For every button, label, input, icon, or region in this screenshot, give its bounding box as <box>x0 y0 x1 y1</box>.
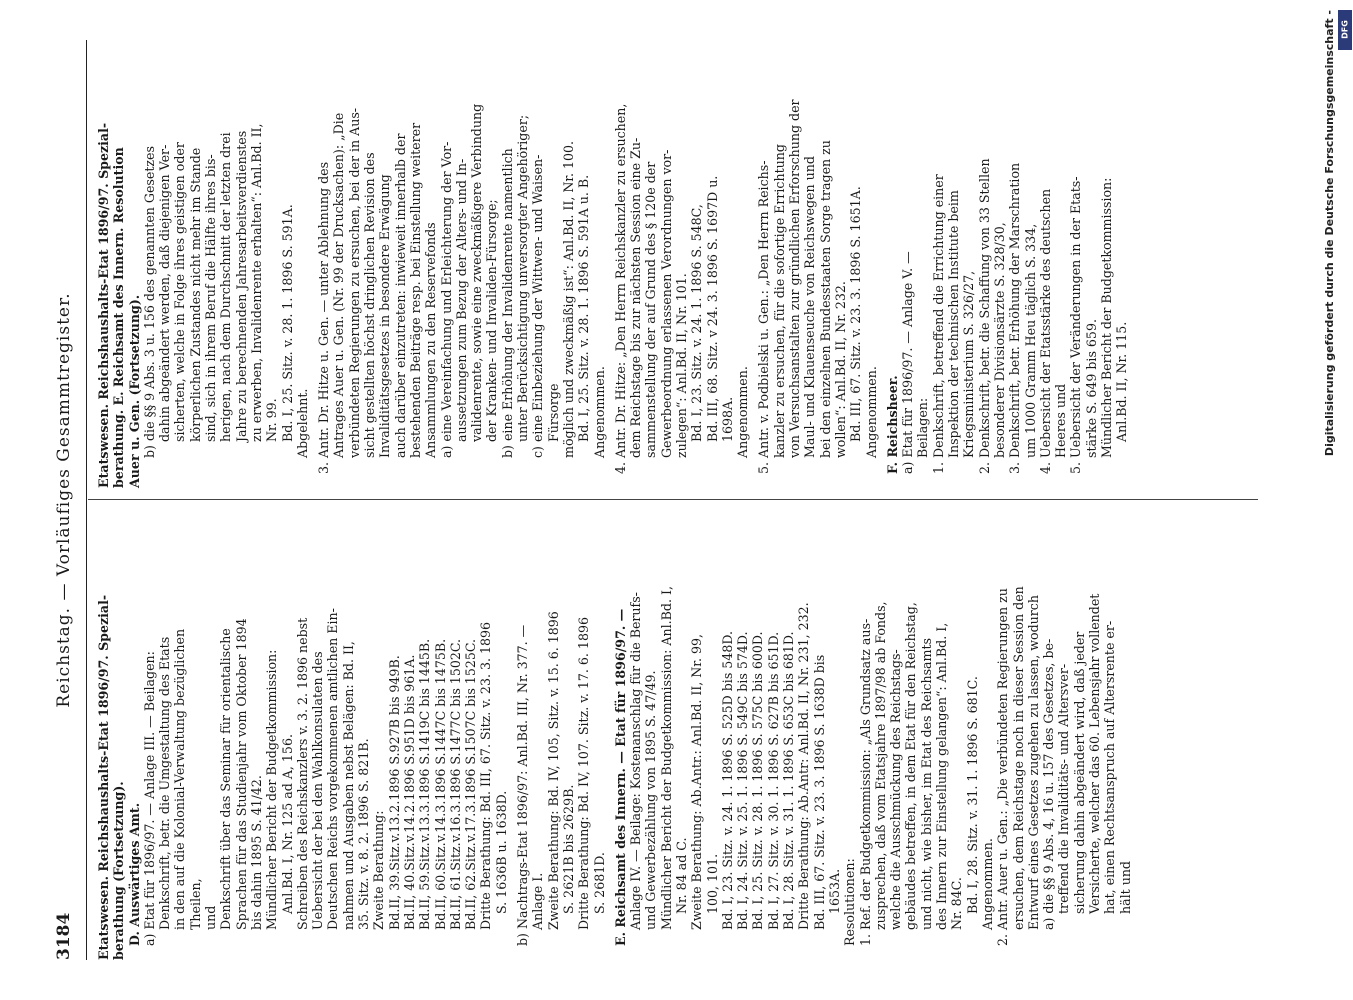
text-line: Bd. III, 67. Sitz. v. 23. 3. 1896 S. 1651A. <box>848 186 864 442</box>
text-line: Bd.II, 39.Sitz.v.13.2.1896 S.927B bis 949B. <box>386 655 402 930</box>
text-line: Fürsorge <box>545 383 561 442</box>
right-column <box>96 36 1130 488</box>
text-line: Nr. 84C. <box>949 877 965 930</box>
text-line: auch darüber einzutreten: inwieweit innerhalb der <box>392 133 408 458</box>
text-line: stärke S. 649 bis 659. <box>1083 319 1099 458</box>
text-line: Bd. I, 28. Sitz. v. 31. 1. 1896 S. 653C bis 681D. <box>781 631 797 930</box>
text-line: 100, 101. <box>704 853 720 914</box>
text-line: 4. Uebersicht der Etatsstärke des deutschen <box>1037 188 1053 474</box>
text-line: Entwurf eines Gesetzes zugehen zu lassen, wodurch <box>1025 595 1041 930</box>
text-line: Invaliditätsgesetzes in besondere Erwägung <box>377 174 393 458</box>
text-line: Bd. I, 23. Sitz. v. 24. 1. 1896 S. 548C, <box>689 204 705 442</box>
text-line: 3. Denkschrift, betr. Erhöhung der Marschration <box>1007 162 1023 474</box>
text-line: Kriegsministerium S. 326/27, <box>961 270 977 458</box>
text-line: Anlage IV. — Beilage: Kostenanschlag für die Berufs- <box>628 592 644 930</box>
text-line: Uebersicht der bei den Wahlkonsulaten des <box>310 651 326 930</box>
text-line: Abgelehnt. <box>294 388 310 458</box>
text-line: 1. Denkschrift, betreffend die Errichtung einer <box>930 174 946 474</box>
text-line: Beilagen: <box>915 397 931 458</box>
text-line: Schreiben des Reichskanzlers v. 3. 2. 1896 nebst <box>294 617 310 930</box>
text-line: b) eine Erhöhung der Invalidenrente namentlich <box>499 148 515 458</box>
text-line: Anl.Bd. II, Nr. 115. <box>1114 321 1130 442</box>
text-line: berathung (Fortsetzung). <box>111 781 127 960</box>
text-line: S. 2621B bis 2629B. <box>560 784 576 914</box>
text-line: kanzler zu ersuchen, für die sofortige Errichtung <box>771 144 787 458</box>
text-line: 4. Antr. Dr. Hitze: „Den Herrn Reichskanzler zu ersuchen, <box>612 103 628 474</box>
text-line: D. Auswärtiges Amt. <box>126 802 142 946</box>
text-line: treffend die Invaliditäts- und Altersver- <box>1056 663 1072 914</box>
text-line: wollen“: Anl.Bd. II, Nr. 232. <box>832 281 848 458</box>
page-title: Reichstag. — Vorläufiges Gesammtregister. <box>54 292 74 708</box>
text-line: Anl.Bd. I, Nr. 125 ad A, 156. <box>279 734 295 914</box>
left-column <box>96 508 1133 960</box>
text-line: zu erwerben, Invalidenrente erhalten“: Anl.Bd. II, <box>248 123 264 442</box>
text-line: Bd.II, 40.Sitz.v.14.2.1896 S.951D bis 961A. <box>401 654 417 930</box>
text-line: S. 2681D. <box>591 852 607 914</box>
text-line: in den auf die Kolonial-Verwaltung bezüglichen <box>172 628 188 930</box>
text-line: Bd. I, 24. Sitz. v. 25. 1. 1896 S. 549C bis 574D. <box>735 631 751 930</box>
text-line: Gewerbeordnung erlassenen Verordnungen vor- <box>658 149 674 458</box>
text-line: Bd. I, 23. Sitz. v. 24. 1. 1896 S. 525D bis 548D. <box>719 631 735 930</box>
text-line: Mündlicher Bericht der Budgetkommission: <box>264 649 280 930</box>
text-line: Angenommen. <box>591 366 607 458</box>
text-line: Dritte Berathung: Bd. IV, 107. Sitz. v. 17. 6. 1896 <box>576 617 592 930</box>
funding-note <box>1309 10 1349 990</box>
text-line: und Gewerbezählung von 1895 S. 47/49. <box>643 670 659 930</box>
text-line: Bd.II, 59.Sitz.v.13.3.1896 S.1419C bis 1445B. <box>417 638 433 930</box>
text-line: Etatswesen. Reichshaushalts-Etat 1896/97. Spezial- <box>96 122 111 488</box>
text-line: 3. Antr. Dr. Hitze u. Gen. — unter Ablehnung des <box>316 161 332 474</box>
dfg-logo <box>1338 10 1352 50</box>
text-line: 5. Uebersicht der Veränderungen in der Etats- <box>1068 176 1084 474</box>
text-line: Bd. I, 25. Sitz. v. 28. 1. 1896 S. 575C bis 600D. <box>750 631 766 930</box>
text-line: E. Reichsamt des Innern. — Etat für 1896/97. — <box>612 608 628 946</box>
text-line: Jahre zu berechnenden Jahresarbeitsverdienstes <box>233 130 249 442</box>
page-header <box>50 40 80 960</box>
text-line: Ansammlungen zu den Reservefonds <box>423 222 439 458</box>
text-line: Deutschen Reichs vorgekommenen amtlichen Ein- <box>325 608 341 930</box>
text-line: bis dahin 1895 S. 41/42. <box>248 775 264 930</box>
text-line: Bd. III, 68. Sitz. v 24. 3. 1896 S. 1697D u. <box>704 175 720 442</box>
text-line: Mündlicher Bericht der Budgetkommission: <box>1099 177 1114 458</box>
text-line: herigen, nach dem Durchschnitt der letzten drei <box>218 132 234 442</box>
text-line: von Versuchsanstalten zur gründlichen Erforschung der <box>787 99 803 458</box>
text-line: 1. Ref. der Budgetkommission: „Als Grundsatz aus- <box>857 618 873 946</box>
text-line: Antrages Auer u. Gen. (Nr. 99 der Drucksachen): „Die <box>331 112 347 458</box>
text-line: Bd. I, 28. Sitz. v. 31. 1. 1896 S. 681C. <box>964 676 980 914</box>
text-line: a) eine Vereinfachung und Erleichterung der Vor- <box>438 141 454 458</box>
text-line: Theilen, <box>187 878 203 930</box>
text-line: Inspektion der technischen Institute beim <box>946 190 962 458</box>
text-line: Mündlicher Bericht der Budgetkommission: Anl.Bd. I, <box>658 586 674 930</box>
text-line: besonderer Divisionsärzte S. 328/30, <box>991 222 1007 458</box>
text-line: nahmen und Ausgaben nebst Belägen: Bd. II, <box>340 641 356 930</box>
text-line: Anlage I. <box>530 872 546 930</box>
text-line: Angenommen. <box>735 366 751 458</box>
text-line: sicherung dahin abgeändert wird, daß jeder <box>1071 631 1087 914</box>
text-line: Bd.II, 60.Sitz.v.14.3.1896 S.1447C bis 1475B. <box>432 638 448 930</box>
text-line: c) eine Einbeziehung der Wittwen- und Waisen- <box>530 154 546 458</box>
text-line: validenrente, sowie eine zweckmäßigere Verbindung <box>469 103 485 442</box>
text-line: zulegen“: Anl.Bd. II, Nr. 101. <box>673 273 689 458</box>
text-line: hat, einen Rechtsanspruch auf Altersrente er- <box>1102 620 1118 914</box>
text-line: sicht gestellten höchst dringlichen Revision des <box>362 152 378 458</box>
text-line: der Kranken- und Invaliden-Fürsorge; <box>484 199 500 442</box>
text-line: F. Reichsheer. <box>884 375 900 474</box>
text-line: möglich und zweckmäßig ist“: Anl.Bd. II, Nr. 100. <box>560 140 576 458</box>
text-line: Dritte Berathung: Bd. III, 67. Sitz. v. 23. 3. 1896 <box>478 621 494 930</box>
text-line: Bd.II, 62.Sitz.v.17.3.1896 S.1507C bis 1525C. <box>463 638 479 930</box>
text-line: Versicherte, welcher das 60. Lebensjahr vollendet <box>1087 593 1102 914</box>
text-line: dahin abgeändert werden, daß diejenigen Ver- <box>157 144 173 442</box>
text-line: Denkschrift, betr. die Umgestaltung des Etats <box>157 636 173 930</box>
text-line: Bd.II, 61.Sitz.v.16.3.1896 S.1477C bis 1502C. <box>447 638 463 930</box>
text-line: Resolutionen: <box>842 858 858 946</box>
text-line: Maul- und Klauenseuche von Reichswegen und <box>802 156 818 458</box>
page-number: 3184 <box>54 912 74 960</box>
text-line: b) Nachtrags-Etat 1896/97: Anl.Bd. III, Nr. 377. — <box>515 624 531 946</box>
text-line: bestehenden Beiträge resp. bei Einstellung weiterer <box>407 122 423 458</box>
text-line: und nicht, wie bisher, im Etat des Reichsamts <box>918 637 934 930</box>
text-line: Bd. III, 67. Sitz. v. 23. 3. 1896 S. 1638D bis <box>811 654 827 930</box>
text-line: 5. Antr. v. Podbielski u. Gen.: „Den Herrn Reichs- <box>756 160 772 474</box>
text-line: ersuchen, dem Reichstage noch in dieser Session den <box>1010 586 1026 930</box>
text-line: sammenstellung der auf Grund des § 120e der <box>643 161 659 458</box>
column-divider <box>88 499 1258 500</box>
text-line: Etatswesen. Reichshaushalts-Etat 1896/97. Spezial- <box>96 594 111 960</box>
text-line: Angenommen. <box>863 366 879 458</box>
text-line: 1653A. <box>826 868 842 914</box>
text-line: um 1000 Gramm Heu täglich S. 334, <box>1022 223 1038 458</box>
text-line: berathung. E. Reichsamt des Innern. Resolution <box>111 147 127 488</box>
header-rule <box>86 40 87 960</box>
text-line: Nr. 84 ad C. <box>673 837 689 914</box>
text-line: bei den einzelnen Bundesstaaten Sorge tragen zu <box>817 140 833 458</box>
text-line: Zweite Berathung: Bd. IV, 105, Sitz. v. 15. 6. 1896 <box>545 611 561 930</box>
text-line: S. 1636B u. 1638D. <box>493 790 509 914</box>
text-line: verbündeten Regierungen zu ersuchen, bei der in Aus- <box>346 107 362 458</box>
text-line: des Innern zur Einstellung gelangen“: Anl.Bd. I, <box>934 622 950 930</box>
text-line: Sprachen für das Studienjahr vom Oktober 1894 <box>233 618 249 930</box>
text-line: sind, sich in ihrem Beruf die Hälfte ihres bis- <box>203 154 219 442</box>
text-line: 35. Sitz. v. 8. 2. 1896 S. 821B. <box>356 738 372 930</box>
text-line: welche die Ausschmückung des Reichstags- <box>888 649 904 930</box>
text-line: Dritte Berathung: Ab.Antr: Anl.Bd. II, Nr. 231, 232. <box>796 602 812 930</box>
text-line: 2. Denkschrift, betr. die Schaffung von 33 Stellen <box>976 158 992 474</box>
dfg-logo-text: DFG <box>1340 20 1350 39</box>
text-line: b) die §§ 9 Abs. 3 u. 156 des genannten Gesetzes <box>141 146 157 458</box>
text-line: Nr. 99. <box>264 398 280 442</box>
text-line: zusprechen, daß vom Etatsjahre 1897/98 ab Fonds, <box>872 601 888 930</box>
text-line: hält und <box>1117 861 1133 914</box>
text-line: körperlichen Zustandes nicht mehr im Stande <box>187 147 203 442</box>
text-line: a) Etat für 1896/97. — Anlage V. — <box>900 251 916 474</box>
funding-text: Digitalisierung gefördert durch die Deutsche Forschungsgemeinschaft - <box>1323 10 1336 457</box>
text-line: Zweite Berathung: Ab.Antr.: Anl.Bd. II, Nr. 99, <box>689 634 705 930</box>
text-line: dem Reichstage bis zur nächsten Session eine Zu- <box>628 137 644 458</box>
text-line: Heeres und <box>1053 383 1069 458</box>
text-line: Denkschrift über das Seminar für orientalische <box>218 628 234 930</box>
text-line: und <box>203 905 219 930</box>
text-line: Bd. I, 27. Sitz. v. 30. 1. 1896 S. 627B bis 651D. <box>765 631 781 930</box>
text-line: Bd. I, 25. Sitz. v. 28. 1. 1896 S. 591A. <box>279 204 295 442</box>
text-line: a) Etat für 1896/97. — Anlage III. — Beilagen: <box>141 651 157 946</box>
text-line: gebäudes betreffen, in dem Etat für den Reichstag, <box>903 602 919 930</box>
text-line: Angenommen. <box>979 838 995 930</box>
text-line: 1698A. <box>719 396 735 442</box>
text-line: unter Berücksichtigung unversorgter Angehöriger; <box>515 114 531 442</box>
text-line: a) die §§ 9 Abs. 4, 16 u. 157 des Gesetzes, be- <box>1041 638 1057 930</box>
text-line: Bd. I, 25. Sitz. v. 28. 1. 1896 S. 591A u. B. <box>576 174 592 442</box>
text-line: sicherten, welche in Folge ihres geistigen oder <box>172 142 188 442</box>
text-line: Auer u. Gen. (Fortsetzung). <box>126 294 142 488</box>
text-line: 2. Antr. Auer u. Gen.: „Die verbündeten Regierungen zu <box>995 588 1011 946</box>
text-line: aussetzungen zum Bezug der Alters- und In- <box>453 158 469 442</box>
text-line: Zweite Berathung: <box>371 810 387 930</box>
